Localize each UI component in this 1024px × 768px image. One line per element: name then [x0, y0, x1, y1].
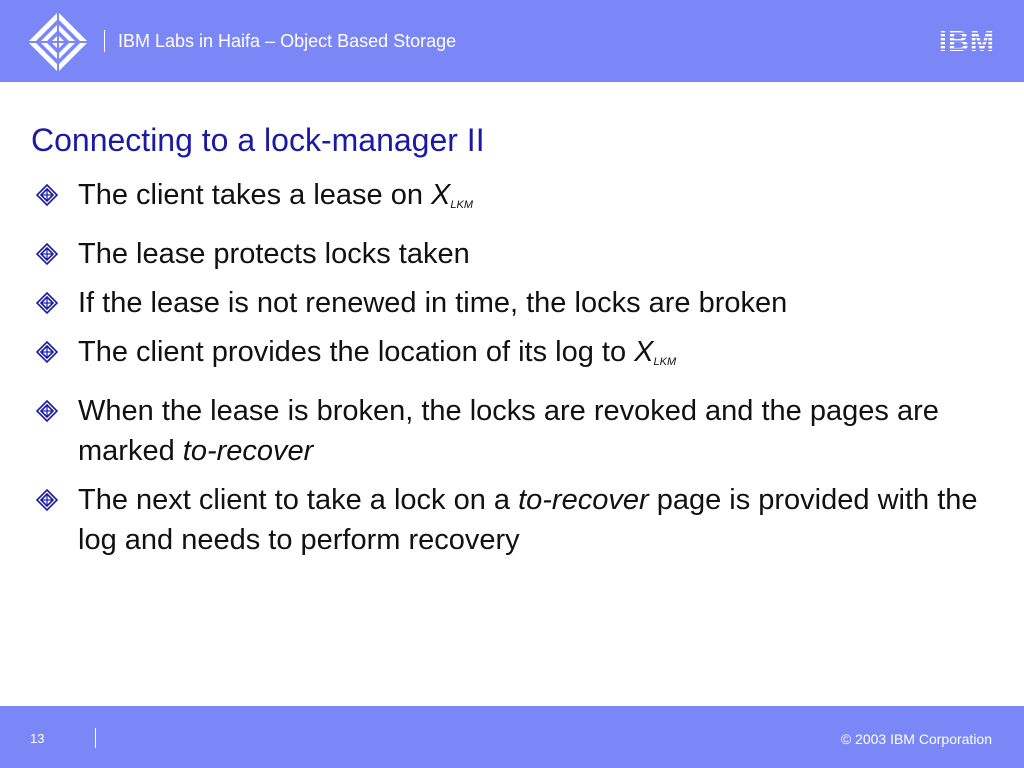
bullet-text: X [634, 336, 654, 368]
bullet-item [34, 234, 994, 274]
bullet-text: X [431, 179, 451, 211]
diamond-bullet-icon [36, 292, 58, 314]
footer-divider [95, 728, 96, 748]
copyright: © 2003 IBM Corporation [840, 731, 992, 747]
bullet-text: If the lease is not renewed in time, the locks are broken [78, 287, 788, 319]
bullet-text: to-recover [518, 484, 649, 516]
ibm-logo [932, 26, 1002, 54]
bullet-text: to-recover [182, 435, 314, 467]
bullet-text: When the lease is broken, the locks are revoked and the pages are marked [78, 395, 939, 467]
bullet-item [34, 175, 994, 225]
header-title: IBM Labs in Haifa – Object Based Storage [118, 31, 457, 51]
footer-band [0, 706, 1024, 768]
diamond-bullet-icon [36, 341, 58, 363]
slide-title: Connecting to a lock-manager II [31, 122, 485, 158]
diamond-bullet-icon [36, 489, 58, 511]
page-number: 13 [30, 731, 45, 746]
bullet-text: The lease protects locks taken [78, 238, 470, 270]
diamond-bullet-icon [36, 243, 58, 265]
diamond-bullet-icon [36, 184, 58, 206]
bullet-text: The client takes a lease on [78, 179, 432, 211]
bullet-text: page is provided with the log and needs to perform recovery [78, 484, 978, 556]
bullet-text: The client provides the location of its log to [78, 336, 635, 368]
diamond-quilt-icon [26, 10, 90, 74]
bullet-item [34, 283, 994, 323]
bullet-item [34, 391, 994, 471]
bullet-text: The next client to take a lock on a [78, 484, 519, 516]
bullet-item [34, 332, 994, 382]
subscript-text: LKM [653, 356, 677, 368]
header-divider [104, 30, 105, 52]
subscript-text: LKM [450, 199, 474, 211]
bullet-item [34, 480, 994, 560]
svg-text:IBM: IBM [938, 26, 996, 54]
bullet-list [34, 175, 994, 569]
header-band [0, 0, 1024, 82]
diamond-bullet-icon [36, 400, 58, 422]
